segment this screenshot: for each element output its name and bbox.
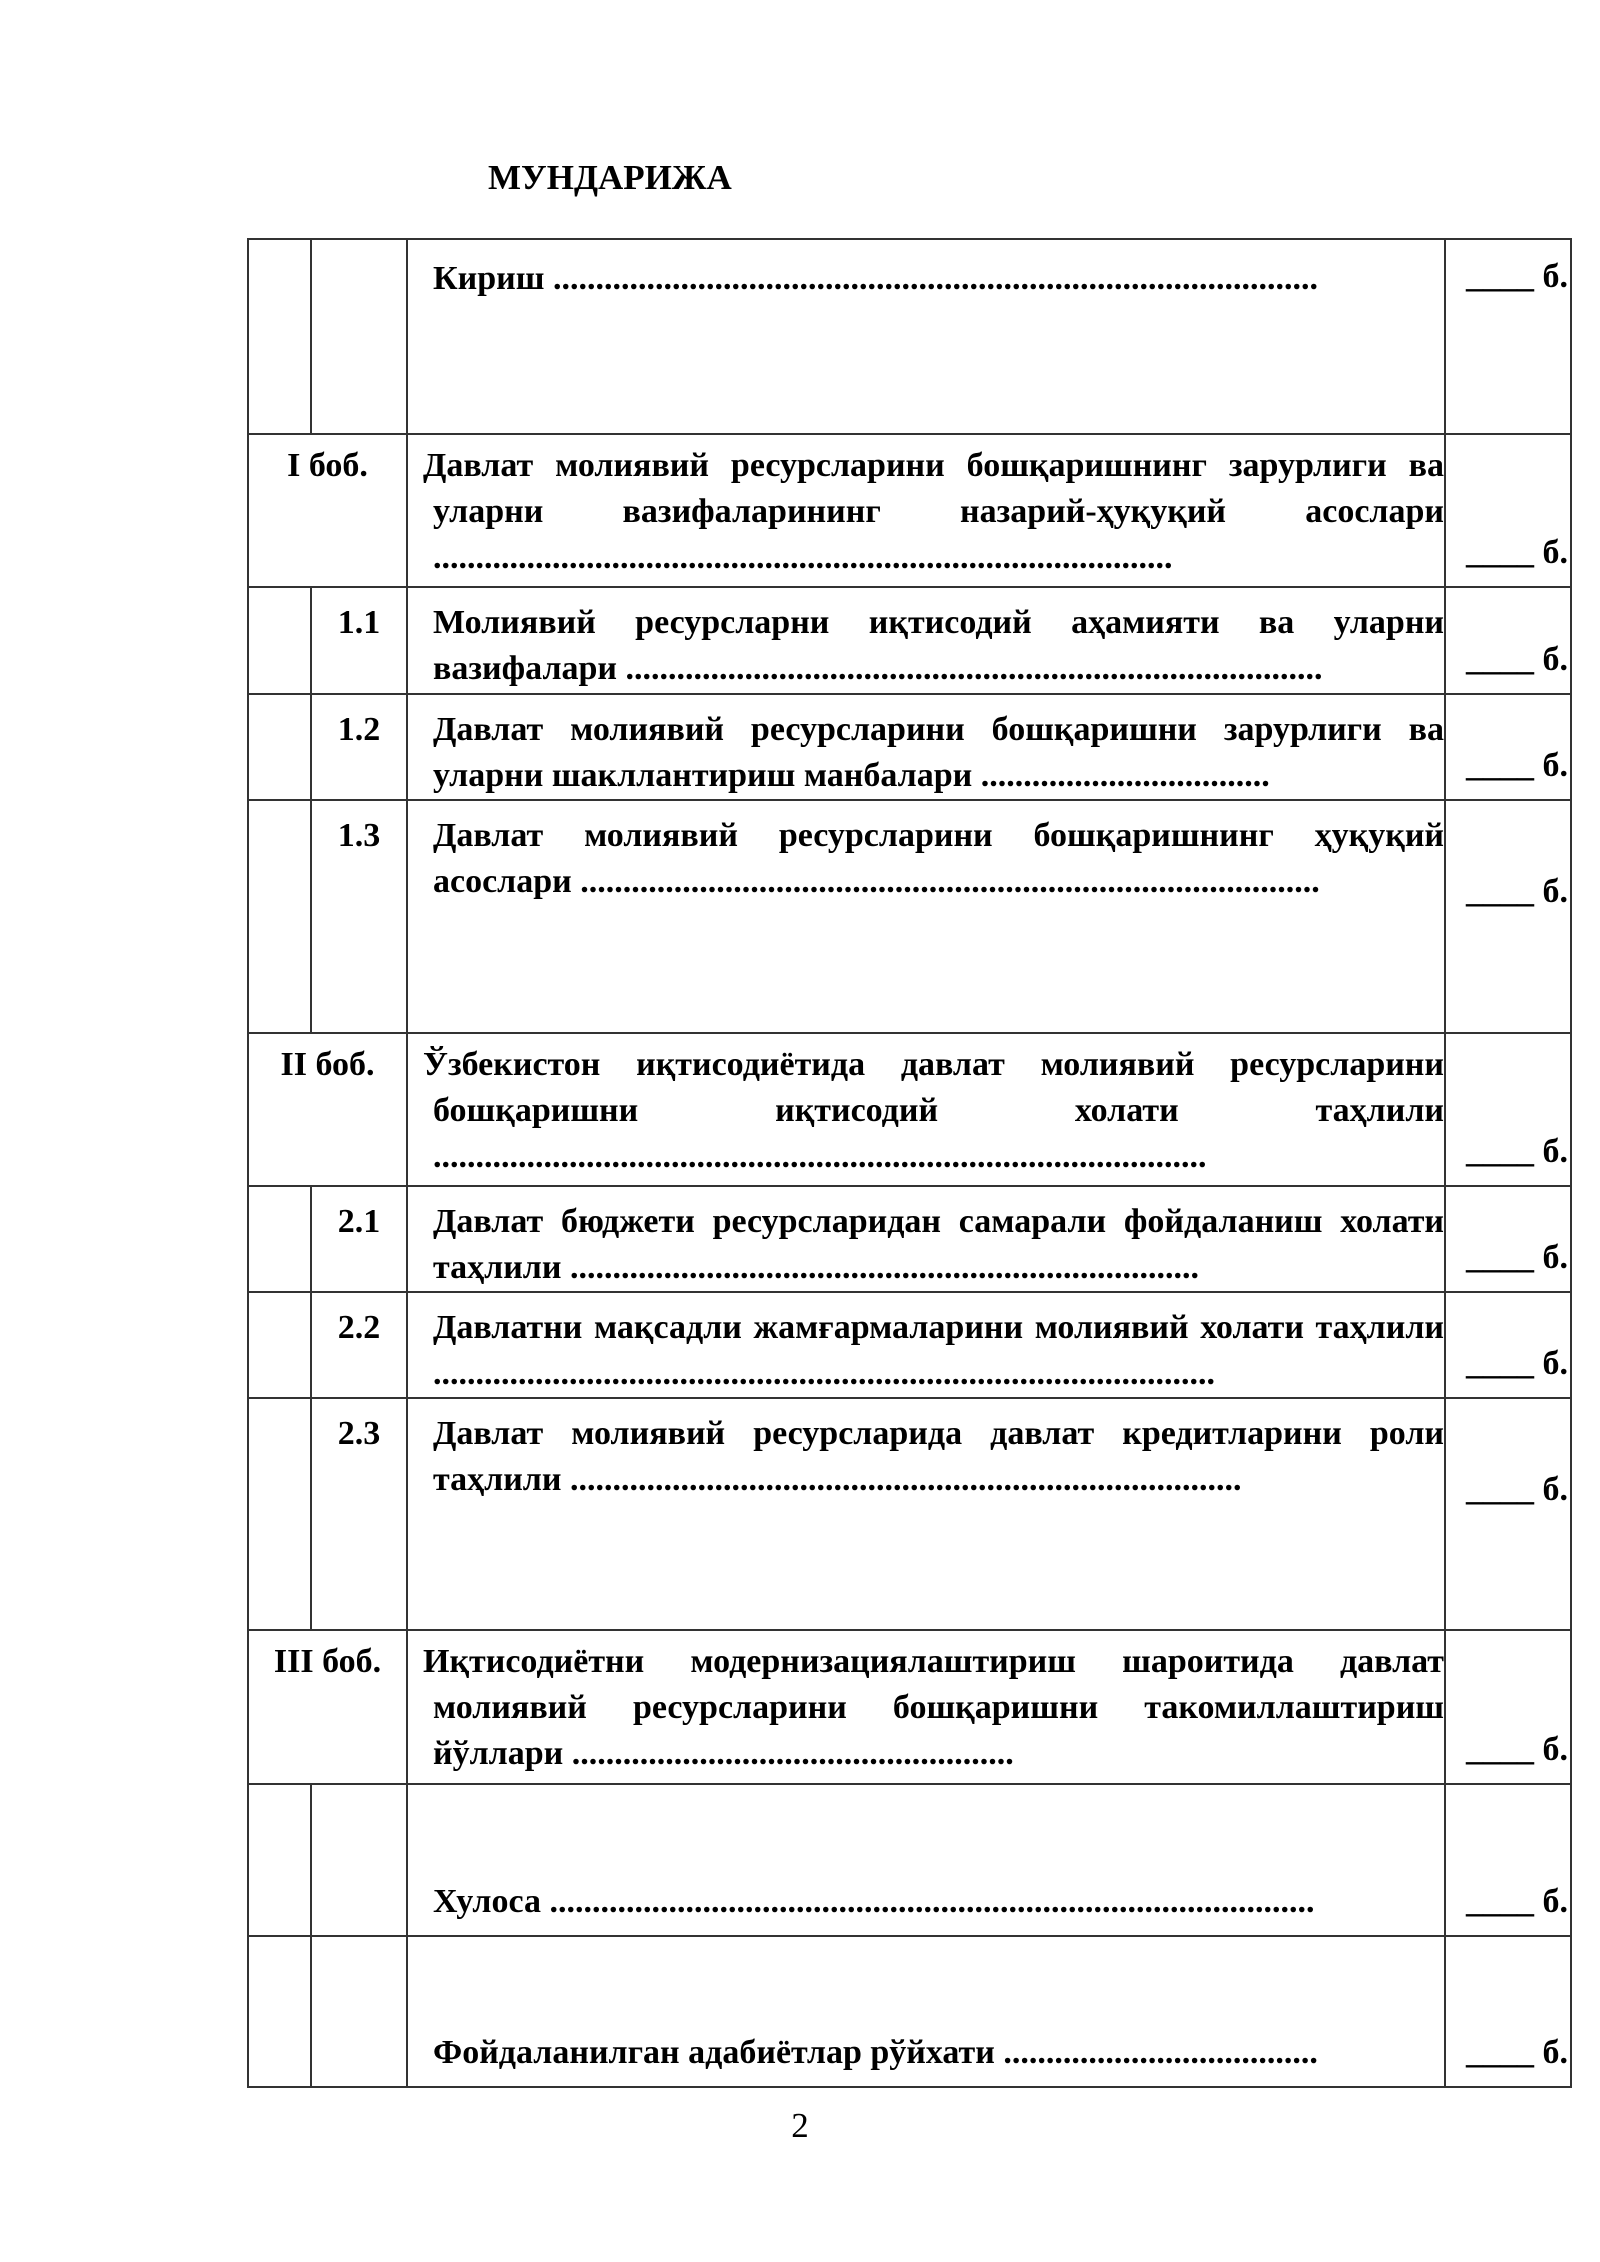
toc-entry-page: ____ б. [1445,800,1571,1033]
toc-entry-page: ____ б. [1445,1630,1571,1784]
blank-cell [248,239,311,434]
toc-entry-title: Давлат молиявий ресурсларини бошқаришнинг ҳуқуқий асослари ....................................................................................... [407,800,1445,1033]
toc-entry-title: Кириш .......................................................................................... [407,239,1445,434]
toc-row-chapter-1 [248,434,1571,587]
toc-row-chapter-3 [248,1630,1571,1784]
toc-row-conclusion [248,1784,1571,1936]
toc-entry-page: ____ б. [1445,1033,1571,1186]
section-number: 1.1 [311,587,407,694]
page-heading: МУНДАРИЖА [488,158,732,197]
toc-row-introduction [248,239,1571,434]
section-number: 1.2 [311,694,407,800]
toc-entry-title: Давлат бюджети ресурсларидан самарали фойдаланиш холати таҳлили .......................................................................... [407,1186,1445,1292]
toc-entry-title: Давлатни мақсадли жамғармаларини молиявий холати таҳлили ............................................................................................ [407,1292,1445,1398]
section-number: 2.2 [311,1292,407,1398]
toc-entry-page: ____ б. [1445,1186,1571,1292]
toc-entry-title: Молиявий ресурсларни иқтисодий аҳамияти ва уларни вазифалари .................................................................................. [407,587,1445,694]
toc-entry-title: Иқтисодиётни модернизациялаштириш шароитида давлат молиявий ресурсларини бошқаришни такомиллаштириш йўллари .................................................... [407,1630,1445,1784]
chapter-number: I боб. [248,434,407,587]
chapter-number: III боб. [248,1630,407,1784]
toc-row-1-2 [248,694,1571,800]
blank-cell [248,1936,311,2087]
toc-entry-page: ____ б. [1445,434,1571,587]
toc-entry-title: Ўзбекистон иқтисодиётида давлат молиявий ресурсларини бошқаришни иқтисодий холати таҳлили ........................................................................................... [407,1033,1445,1186]
blank-cell [311,239,407,434]
toc-entry-page: ____ б. [1445,587,1571,694]
toc-row-2-1 [248,1186,1571,1292]
toc-entry-title: Давлат молиявий ресурсларини бошқаришнинг зарурлиги ва уларни вазифаларининг назарий-ҳуқуқий асослари ....................................................................................... [407,434,1445,587]
section-number: 2.3 [311,1398,407,1630]
toc-row-2-3 [248,1398,1571,1630]
toc-entry-title: Давлат молиявий ресурсларида давлат кредитларини роли таҳлили ............................................................................... [407,1398,1445,1630]
blank-cell [248,587,311,694]
chapter-number: II боб. [248,1033,407,1186]
toc-entry-title: Фойдаланилган адабиётлар рўйхати ..................................... [407,1936,1445,2087]
section-number: 2.1 [311,1186,407,1292]
page-number: 2 [791,2106,809,2145]
toc-entry-title: Давлат молиявий ресурсларини бошқаришни зарурлиги ва уларни шакллантириш манбалари .................................. [407,694,1445,800]
toc-entry-page: ____ б. [1445,694,1571,800]
blank-cell [248,694,311,800]
blank-cell [248,1398,311,1630]
blank-cell [248,1292,311,1398]
contents-table [247,238,1572,2088]
toc-row-chapter-2 [248,1033,1571,1186]
toc-row-1-3 [248,800,1571,1033]
blank-cell [248,1784,311,1936]
section-number: 1.3 [311,800,407,1033]
blank-cell [311,1784,407,1936]
blank-cell [248,1186,311,1292]
toc-entry-page: ____ б. [1445,1936,1571,2087]
blank-cell [248,800,311,1033]
toc-entry-title: Хулоса .......................................................................................... [407,1784,1445,1936]
toc-entry-page: ____ б. [1445,1784,1571,1936]
blank-cell [311,1936,407,2087]
toc-row-references [248,1936,1571,2087]
toc-entry-page: ____ б. [1445,239,1571,434]
toc-entry-page: ____ б. [1445,1398,1571,1630]
toc-entry-page: ____ б. [1445,1292,1571,1398]
toc-row-1-1 [248,587,1571,694]
toc-row-2-2 [248,1292,1571,1398]
